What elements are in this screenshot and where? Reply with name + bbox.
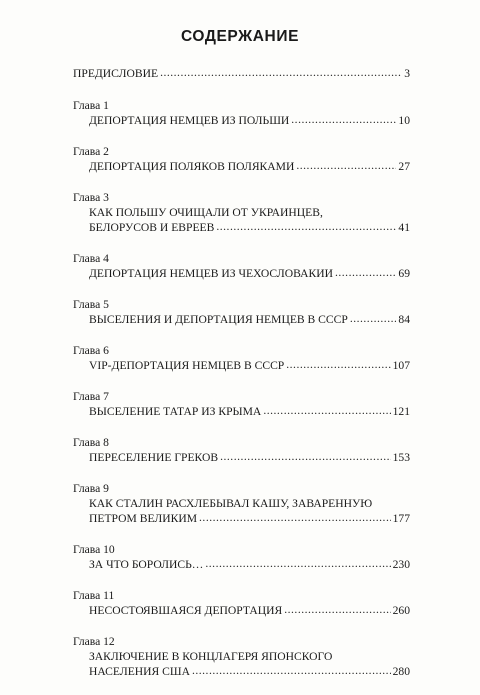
- chapter-title: КАК СТАЛИН РАСХЛЕБЫВАЛ КАШУ, ЗАВАРЕННУЮ: [89, 497, 373, 510]
- toc-line: [73, 220, 410, 235]
- chapter-title: КАК ПОЛЬШУ ОЧИЩАЛИ ОТ УКРАИНЦЕВ,: [89, 206, 323, 219]
- page-number: 10: [398, 114, 410, 127]
- page-number: 41: [398, 221, 410, 234]
- chapter-label: Глава 6: [73, 344, 109, 357]
- chapter-list: [73, 98, 410, 679]
- chapter-label: Глава 1: [73, 99, 109, 112]
- chapter-label: Глава 8: [73, 436, 109, 449]
- dot-leader: [216, 219, 396, 234]
- chapter-title: ДЕПОРТАЦИЯ ПОЛЯКОВ ПОЛЯКАМИ: [89, 160, 295, 173]
- toc-entry-chapter-5: [73, 297, 410, 327]
- dot-leader: [296, 158, 396, 173]
- chapter-title: ПЕРЕСЕЛЕНИЕ ГРЕКОВ: [89, 451, 219, 464]
- chapter-title: ВЫСЕЛЕНИЕ ТАТАР ИЗ КРЫМА: [89, 405, 262, 418]
- toc-entry-chapter-9: [73, 481, 410, 526]
- toc-line: [73, 404, 410, 419]
- toc-entry-chapter-4: [73, 251, 410, 281]
- page-number: 27: [398, 160, 410, 173]
- page-number: 280: [392, 665, 410, 678]
- toc-line: [73, 511, 410, 526]
- toc-entry-chapter-1: [73, 98, 410, 128]
- chapter-label: Глава 5: [73, 298, 109, 311]
- toc-line: [73, 649, 410, 664]
- toc-entry-title: ПРЕДИСЛОВИЕ: [73, 67, 159, 80]
- dot-leader: [291, 112, 396, 127]
- dot-leader: [263, 403, 390, 418]
- toc-entry-chapter-6: [73, 343, 410, 373]
- dot-leader: [205, 556, 390, 571]
- toc-line: [73, 205, 410, 220]
- toc-line: [73, 266, 410, 281]
- page-number: 121: [392, 405, 410, 418]
- dot-leader: [284, 602, 390, 617]
- chapter-title: ПЕТРОМ ВЕЛИКИМ: [89, 512, 198, 525]
- toc-entry-chapter-12: [73, 634, 410, 679]
- toc-line: [73, 66, 410, 81]
- chapter-label: Глава 9: [73, 482, 109, 495]
- toc-line: [73, 557, 410, 572]
- chapter-label: Глава 4: [73, 252, 109, 265]
- toc-entry-chapter-3: [73, 190, 410, 235]
- toc-entry-preface: [73, 66, 410, 81]
- table-of-contents: [73, 66, 410, 695]
- page-number: 153: [392, 451, 410, 464]
- chapter-title: VIP-ДЕПОРТАЦИЯ НЕМЦЕВ В СССР: [89, 359, 285, 372]
- chapter-title: ДЕПОРТАЦИЯ НЕМЦЕВ ИЗ ЧЕХОСЛОВАКИИ: [89, 267, 333, 280]
- toc-line: [73, 312, 410, 327]
- toc-line: [73, 496, 410, 511]
- page-number: 260: [392, 604, 410, 617]
- dot-leader: [192, 663, 391, 678]
- dot-leader: [199, 510, 391, 525]
- dot-leader: [220, 449, 391, 464]
- chapter-title: ЗАКЛЮЧЕНИЕ В КОНЦЛАГЕРЯ ЯПОНСКОГО: [89, 650, 333, 663]
- toc-line: [73, 358, 410, 373]
- page-number: 177: [392, 512, 410, 525]
- chapter-label: Глава 7: [73, 390, 109, 403]
- toc-entry-chapter-2: [73, 144, 410, 174]
- chapter-title: НАСЕЛЕНИЯ США: [89, 665, 190, 678]
- chapter-label: Глава 3: [73, 191, 109, 204]
- toc-line: [73, 603, 410, 618]
- chapter-label: Глава 2: [73, 145, 109, 158]
- toc-line: [73, 159, 410, 174]
- dot-leader: [160, 65, 402, 80]
- dot-leader: [350, 311, 397, 326]
- page-number: 84: [398, 313, 410, 326]
- chapter-title: ВЫСЕЛЕНИЯ И ДЕПОРТАЦИЯ НЕМЦЕВ В СССР: [89, 313, 348, 326]
- toc-entry-chapter-11: [73, 588, 410, 618]
- toc-line: [73, 664, 410, 679]
- chapter-label: Глава 11: [73, 589, 115, 602]
- dot-leader: [335, 265, 396, 280]
- toc-line: [73, 113, 410, 128]
- chapter-title: ЗА ЧТО БОРОЛИСЬ…: [89, 558, 204, 571]
- dot-leader: [286, 357, 390, 372]
- chapter-label: Глава 10: [73, 543, 115, 556]
- page-number: 69: [398, 267, 410, 280]
- chapter-title: ДЕПОРТАЦИЯ НЕМЦЕВ ИЗ ПОЛЬШИ: [89, 114, 290, 127]
- toc-entry-chapter-7: [73, 389, 410, 419]
- chapter-label: Глава 12: [73, 635, 115, 648]
- toc-entry-chapter-10: [73, 542, 410, 572]
- chapter-title: НЕСОСТОЯВШАЯСЯ ДЕПОРТАЦИЯ: [89, 604, 283, 617]
- chapter-title: БЕЛОРУСОВ И ЕВРЕЕВ: [89, 221, 215, 234]
- toc-line: [73, 450, 410, 465]
- page-number: 107: [392, 359, 410, 372]
- page-number: 230: [392, 558, 410, 571]
- page-title: СОДЕРЖАНИЕ: [180, 28, 300, 45]
- toc-entry-chapter-8: [73, 435, 410, 465]
- page-number: 3: [404, 67, 410, 80]
